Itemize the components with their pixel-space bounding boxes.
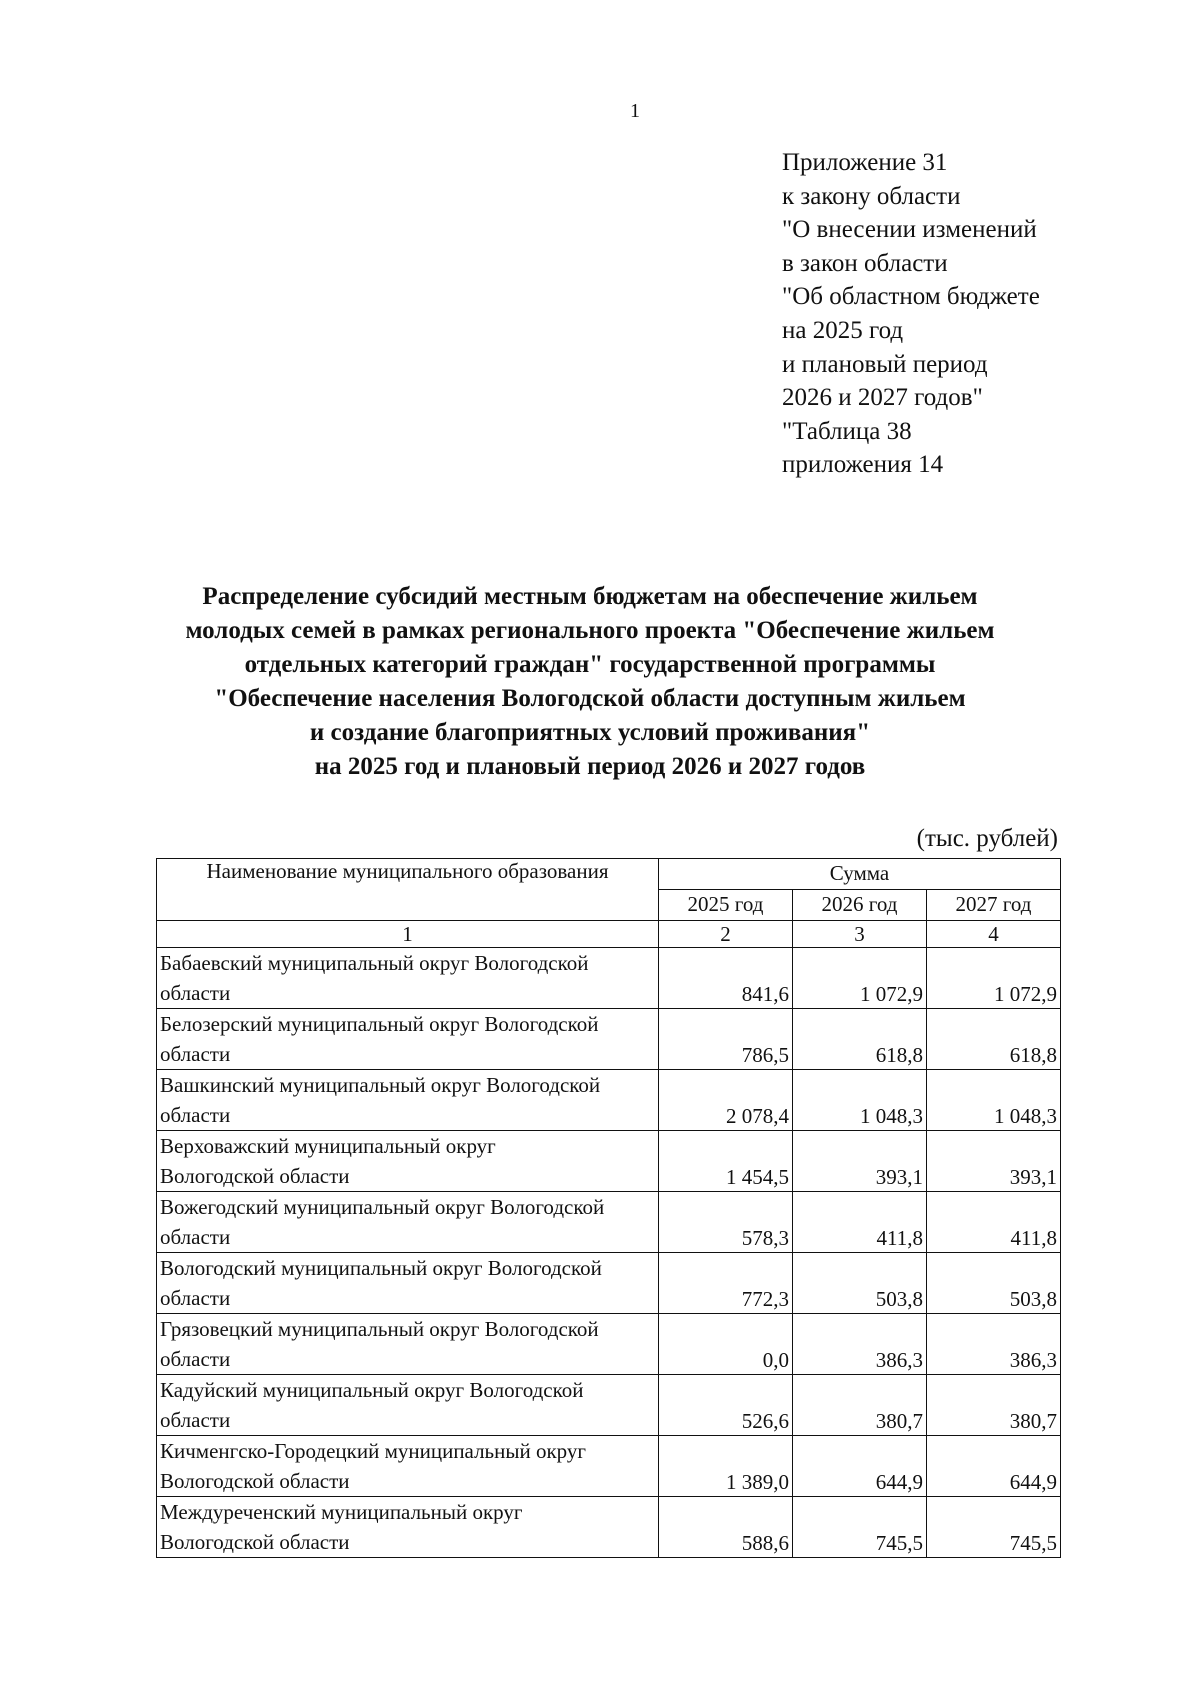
annex-line: и плановый период: [782, 350, 988, 378]
municipality-name: [157, 1131, 659, 1192]
title-line: молодых семей в рамках регионального проекта "Обеспечение жильем: [185, 617, 995, 644]
municipality-name-line: области: [160, 1286, 231, 1310]
municipality-name: [157, 1497, 659, 1558]
subsidy-table: [156, 858, 1061, 1558]
annex-line: "Таблица 38: [782, 417, 912, 445]
municipality-name: [157, 1192, 659, 1253]
header-year-2025: 2025 год: [659, 890, 793, 921]
amount-2027: 411,8: [927, 1192, 1061, 1253]
amount-2025: 1 454,5: [659, 1131, 793, 1192]
amount-2027: 503,8: [927, 1253, 1061, 1314]
header-sum: Сумма: [659, 859, 1061, 890]
header-year-2027: 2027 год: [927, 890, 1061, 921]
amount-2026: 380,7: [793, 1375, 927, 1436]
municipality-name-line: Междуреченский муниципальный округ: [160, 1500, 523, 1524]
amount-2025: 588,6: [659, 1497, 793, 1558]
header-year-2026: 2026 год: [793, 890, 927, 921]
amount-2026: 393,1: [793, 1131, 927, 1192]
annex-line: "Об областном бюджете: [782, 283, 1040, 311]
amount-2025: 1 389,0: [659, 1436, 793, 1497]
municipality-name-line: области: [160, 1225, 231, 1249]
annex-reference: [782, 146, 1040, 482]
table-header-row: [157, 859, 1061, 890]
amount-2027: 644,9: [927, 1436, 1061, 1497]
municipality-name-line: Вологодской области: [160, 1164, 350, 1188]
amount-2027: 745,5: [927, 1497, 1061, 1558]
annex-line: 2026 и 2027 годов": [782, 384, 983, 412]
annex-line: приложения 14: [782, 451, 944, 479]
annex-line: в закон области: [782, 249, 948, 277]
column-number: 4: [927, 921, 1061, 948]
municipality-name-line: Бабаевский муниципальный округ Вологодской: [160, 951, 589, 975]
municipality-name-line: Верховажский муниципальный округ: [160, 1134, 496, 1158]
table-row: [157, 1497, 1061, 1558]
table-row: [157, 1131, 1061, 1192]
municipality-name-line: Вологодской области: [160, 1469, 350, 1493]
title-line: и создание благоприятных условий проживания": [309, 719, 871, 746]
amount-2025: 526,6: [659, 1375, 793, 1436]
municipality-name-line: Вологодской области: [160, 1530, 350, 1554]
amount-2026: 1 048,3: [793, 1070, 927, 1131]
municipality-name: [157, 1009, 659, 1070]
amount-2025: 786,5: [659, 1009, 793, 1070]
table-row: [157, 1253, 1061, 1314]
table-row: [157, 948, 1061, 1009]
title-line: отдельных категорий граждан" государственной программы: [244, 651, 936, 678]
table-row: [157, 1375, 1061, 1436]
municipality-name-line: Грязовецкий муниципальный округ Вологодской: [160, 1317, 599, 1341]
amount-2025: 0,0: [659, 1314, 793, 1375]
municipality-name-line: Кадуйский муниципальный округ Вологодской: [160, 1378, 584, 1402]
municipality-name-line: области: [160, 981, 231, 1005]
municipality-name-line: области: [160, 1408, 231, 1432]
municipality-name: [157, 1314, 659, 1375]
amount-2025: 2 078,4: [659, 1070, 793, 1131]
annex-line: "О внесении изменений: [782, 216, 1037, 244]
title-line: Распределение субсидий местным бюджетам на обеспечение жильем: [202, 583, 978, 610]
amount-2026: 386,3: [793, 1314, 927, 1375]
table-row: [157, 1314, 1061, 1375]
amount-2026: 411,8: [793, 1192, 927, 1253]
municipality-name: [157, 1436, 659, 1497]
amount-2027: 618,8: [927, 1009, 1061, 1070]
page-number: 1: [630, 100, 640, 122]
amount-2026: 618,8: [793, 1009, 927, 1070]
amount-2027: 393,1: [927, 1131, 1061, 1192]
municipality-name: [157, 1070, 659, 1131]
municipality-name-line: области: [160, 1042, 231, 1066]
amount-2025: 841,6: [659, 948, 793, 1009]
table-row: [157, 1436, 1061, 1497]
amount-2027: 386,3: [927, 1314, 1061, 1375]
municipality-name: [157, 1253, 659, 1314]
annex-line: на 2025 год: [782, 316, 904, 344]
table-column-numbers-row: [157, 921, 1061, 948]
document-title: [90, 580, 1090, 784]
amount-2027: 1 048,3: [927, 1070, 1061, 1131]
amount-2027: 380,7: [927, 1375, 1061, 1436]
municipality-name: [157, 948, 659, 1009]
amount-2027: 1 072,9: [927, 948, 1061, 1009]
table-row: [157, 1070, 1061, 1131]
column-number: 1: [157, 921, 659, 948]
table-row: [157, 1009, 1061, 1070]
amount-2026: 1 072,9: [793, 948, 927, 1009]
table-body: [157, 948, 1061, 1558]
municipality-name-line: области: [160, 1347, 231, 1371]
municipality-name-line: Вашкинский муниципальный округ Вологодской: [160, 1073, 601, 1097]
title-line: на 2025 год и плановый период 2026 и 2027 годов: [314, 753, 866, 780]
table-row: [157, 1192, 1061, 1253]
annex-line: Приложение 31: [782, 149, 948, 176]
municipality-name-line: Белозерский муниципальный округ Вологодской: [160, 1012, 599, 1036]
municipality-name-line: Вожегодский муниципальный округ Вологодской: [160, 1195, 605, 1219]
amount-2025: 578,3: [659, 1192, 793, 1253]
amount-2025: 772,3: [659, 1253, 793, 1314]
annex-line: к закону области: [782, 182, 961, 210]
municipality-name-line: области: [160, 1103, 231, 1127]
amount-2026: 503,8: [793, 1253, 927, 1314]
units-label: (тыс. рублей): [916, 825, 1058, 852]
municipality-name-line: Вологодский муниципальный округ Вологодской: [160, 1256, 602, 1280]
header-name: Наименование муниципального образования: [157, 859, 659, 921]
municipality-name: [157, 1375, 659, 1436]
column-number: 2: [659, 921, 793, 948]
title-line: "Обеспечение населения Вологодской области доступным жильем: [214, 685, 966, 712]
amount-2026: 644,9: [793, 1436, 927, 1497]
amount-2026: 745,5: [793, 1497, 927, 1558]
municipality-name-line: Кичменгско-Городецкий муниципальный округ: [160, 1439, 586, 1463]
column-number: 3: [793, 921, 927, 948]
